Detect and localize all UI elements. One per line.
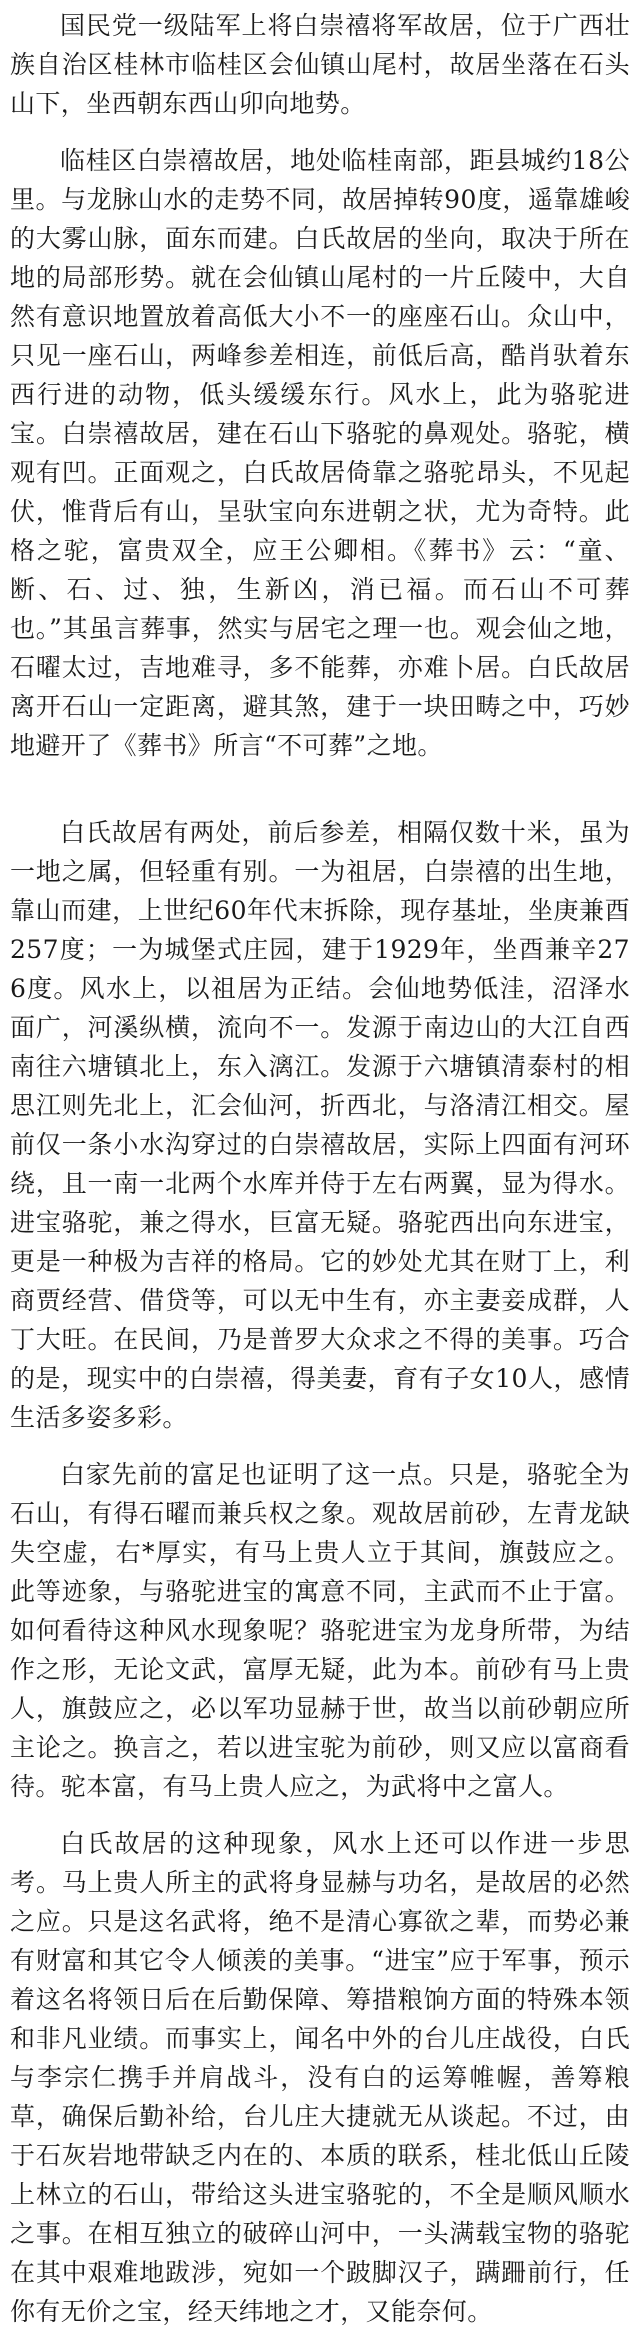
paragraph-family-wealth: 白家先前的富足也证明了这一点。只是，骆驼全为石山，有得石曜而兼兵权之象。观故居前砂，左青龙缺失空虚，右*厚实，有马上贵人立于其间，旗鼓应之。此等迹象，与骆驼进宝的寓意不同，主武而不止于富。如何看待这种风水现象呢？骆驼进宝为龙身所带，为结作之形，无论文武，富厚无疑，此为本。前砂有马上贵人，旗鼓应之，必以军功显赫于世，故当以前砂朝应所主论之。换言之，若以进宝驼为前砂，则又应以富商看待。驼本富，有马上贵人应之，为武将中之富人。 [10, 1460, 630, 1801]
paragraph-intro: 国民党一级陆军上将白崇禧将军故居，位于广西壮族自治区桂林市临桂区会仙镇山尾村，故居坐落在石头山下，坐西朝东西山卯向地势。 [10, 11, 630, 118]
section-spacer [10, 765, 630, 813]
paragraph-spacer [10, 123, 630, 141]
paragraph-two-residences: 白氏故居有两处，前后参差，相隔仅数十米，虽为一地之属，但轻重有别。一为祖居，白崇禧的出生地，靠山而建，上世纪60年代末拆除，现存基址，坐庚兼酉257度；一为城堡式庄园，建于1929年，坐酉兼辛276度。风水上，以祖居为正结。会仙地势低洼，沼泽水面广，河溪纵横，流向不一。发源于南边山的大江自西南往六塘镇北上，东入漓江。发源于六塘镇清泰村的相思江则先北上，汇会仙河，折西北，与洛清江相交。屋前仅一条小水沟穿过的白崇禧故居，实际上四面有河环绕，且一南一北两个水库并侍于左右两翼，显为得水。进宝骆驼，兼之得水，巨富无疑。骆驼西出向东进宝，更是一种极为吉祥的格局。它的妙处尤其在财丁上，利商贾经营、借贷等，可以无中生有，亦主妻妾成群，人丁大旺。在民间，乃是普罗大众求之不得的美事。巧合的是，现实中的白崇禧，得美妻，育有子女10人，感情生活多姿多彩。 [10, 818, 630, 1432]
paragraph-spacer [10, 1806, 630, 1824]
paragraph-location: 临桂区白崇禧故居，地处临桂南部，距县城约18公里。与龙脉山水的走势不同，故居掉转90度，遥靠雄峻的大雾山脉，面东而建。白氏故居的坐向，取决于所在地的局部形势。就在会仙镇山尾村的一片丘陵中，大自然有意识地置放着高低大小不一的座座石山。众山中，只见一座石山，两峰参差相连，前低后高，酷肖驮着东西行进的动物，低头缓缓东行。风水上，此为骆驼进宝。白崇禧故居，建在石山下骆驼的鼻观处。骆驼，横观有凹。正面观之，白氏故居倚靠之骆驼昂头，不见起伏，惟背后有山，呈驮宝向东进朝之状，尤为奇特。此格之驼，富贵双全，应王公卿相。《葬书》云：“童、断、石、过、独，生新凶，消已福。而石山不可葬也。”其虽言葬事，然实与居宅之理一也。观会仙之地，石曜太过，吉地难寻，多不能葬，亦难卜居。白氏故居离开石山一定距离，避其煞，建于一块田畴之中，巧妙地避开了《葬书》所言“不可葬”之地。 [10, 146, 630, 760]
paragraph-spacer [10, 1437, 630, 1455]
paragraph-further-thoughts: 白氏故居的这种现象，风水上还可以作进一步思考。马上贵人所主的武将身显赫与功名，是故居的必然之应。只是这名武将，绝不是清心寡欲之辈，而势必兼有财富和其它令人倾羡的美事。“进宝”应于军事，预示着这名将领日后在后勤保障、筹措粮饷方面的特殊本领和非凡业绩。而事实上，闻名中外的台儿庄战役，白氏与李宗仁携手并肩战斗，没有白的运筹帷幄，善筹粮草，确保后勤补给，台儿庄大捷就无从谈起。不过，由于石灰岩地带缺乏内在的、本质的联系，桂北低山丘陵上林立的石山，带给这头进宝骆驼的，不全是顺风顺水之事。在相互独立的破碎山河中，一头满载宝物的骆驼在其中艰难地跋涉，宛如一个跛脚汉子，蹒跚前行，任你有无价之宝，经天纬地之才，又能奈何。 [10, 1829, 630, 2326]
article-body [10, 6, 630, 2331]
